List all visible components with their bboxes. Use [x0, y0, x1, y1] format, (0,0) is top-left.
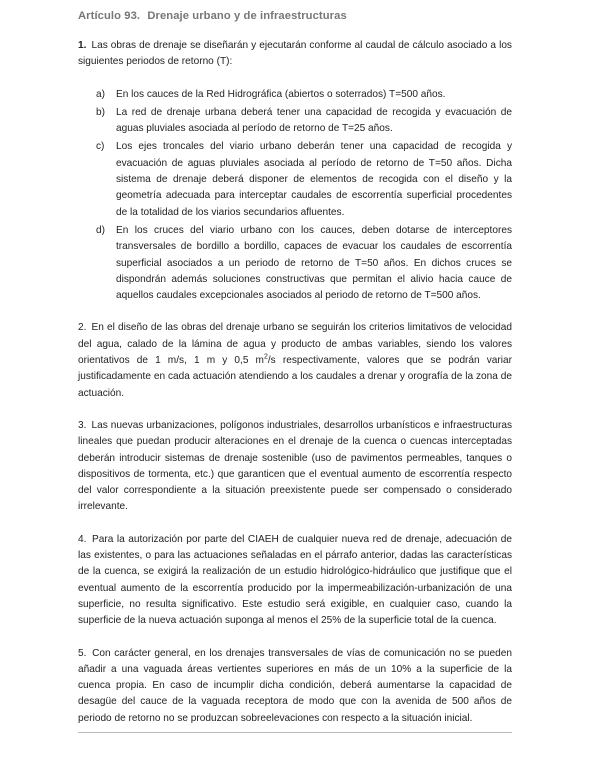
- paragraph-text: Las nuevas urbanizaciones, polígonos industriales, desarrollos urbanísticos e infraestructuras lineales que puedan producir alteraciones en el drenaje de la cuenca o cuencas interceptadas deberán introducir sistemas de drenaje sostenible (uso de pavimentos permeables, tanques o dispositivos de tormenta, etc.) que garanticen que el eventual aumento de escorrentía respecto del valor correspondiente a la situación preexistente puede ser compensado o considerado irrelevante.: [78, 419, 513, 513]
- paragraph-4: [78, 532, 512, 630]
- paragraph-text-continued: /s respectivamente, valores que se podrán variar justificadamente en cada actuación atendiendo a los caudales a drenar y orografía de la zona de actuación.: [78, 355, 512, 399]
- paragraph-text: Las obras de drenaje se diseñarán y ejecutarán conforme al caudal de cálculo asociado a los siguientes periodos de retorno (T):: [78, 40, 512, 68]
- paragraph-2: [78, 320, 512, 401]
- paragraph-number: 1.: [78, 40, 87, 51]
- list-item: [78, 87, 512, 103]
- paragraph-3: [78, 418, 512, 516]
- list-item-text: Los ejes troncales del viario urbano deberán tener una capacidad de recogida y evacuación de aguas pluviales asociada al período de retorno de T=50 años. Dicha sistema de drenaje deberá disponer de elementos de recogida con el diseño y la geometría adecuada para interceptar caudales de escorrentía superficial procedentes de la totalidad de los viarios secundarios afluentes.: [116, 141, 512, 218]
- paragraph-number: 2.: [78, 322, 87, 334]
- list-item: [78, 105, 512, 138]
- footer-divider: [78, 732, 512, 733]
- list-marker: a): [96, 88, 105, 100]
- article-title: Drenaje urbano y de infraestructuras: [147, 10, 347, 22]
- paragraph-text: En el diseño de las obras del drenaje urbano se seguirán los criterios limitativos de velocidad del agua, calado de la lámina de agua y producto de ambas variables, siendo los valores orientativos de 1 m/s, 1 m y 0,5 m: [78, 322, 512, 367]
- list-item-text: La red de drenaje urbana deberá tener una capacidad de recogida y evacuación de aguas pluviales asociada al período de retorno de T=25 años.: [116, 106, 512, 135]
- paragraph-1: [78, 38, 512, 71]
- list-marker: b): [96, 106, 105, 118]
- paragraph-text: Con carácter general, en los drenajes transversales de vías de comunicación no se pueden añadir a una vaguada áreas vertientes superiores en más de un 10% a la superficie de la cuenca propia. En caso de incumplir dicha condición, deberá aumentarse la capacidad de desagüe del cauce de la vaguada receptora de modo que con la avenida de 500 años de periodo de retorno no se produzcan sobreelevaciones con respecto a la situación inicial.: [78, 647, 512, 724]
- paragraph-text: Para la autorización por parte del CIAEH de cualquier nueva red de drenaje, adecuación de las existentes, o para las actuaciones señaladas en el párrafo anterior, dadas las características de la cuenca, se exigirá la realización de un estudio hidrológico-hidráulico que justifique que el eventual aumento de la escorrentía producido por la impermeabilización-urbanización de una superficie, no resulta significativo. Este estudio será exigible, en cualquier caso, cuando la superficie de la nueva actuación suponga al menos el 25% de la superficie total de la cuenca.: [78, 533, 513, 627]
- return-period-list: [78, 87, 512, 305]
- list-item: [78, 223, 512, 304]
- list-item: [78, 139, 512, 220]
- paragraph-number: 5.: [78, 647, 87, 659]
- list-item-text: En los cauces de la Red Hidrográfica (abiertos o soterrados) T=500 años.: [116, 88, 446, 100]
- paragraph-number: 3.: [78, 419, 87, 431]
- list-marker: d): [96, 224, 105, 236]
- paragraph-5: [78, 646, 512, 727]
- paragraph-number: 4.: [78, 533, 87, 545]
- list-marker: c): [96, 141, 105, 153]
- list-item-text: En los cruces del viario urbano con los cauces, deben dotarse de interceptores transversales de bordillo a bordillo, capaces de evacuar los caudales de escorrentía superficial asociados a un periodo de retorno de T=50 años. En dichos cruces se dispondrán además soluciones constructivas que permitan el alivio hacia cauce de aquellos caudales excepcionales asociados al periodo de retorno de T=500 años.: [116, 224, 512, 302]
- article-number: Artículo 93.: [78, 10, 141, 22]
- article-heading: [78, 10, 512, 22]
- superscript: 2: [263, 353, 268, 361]
